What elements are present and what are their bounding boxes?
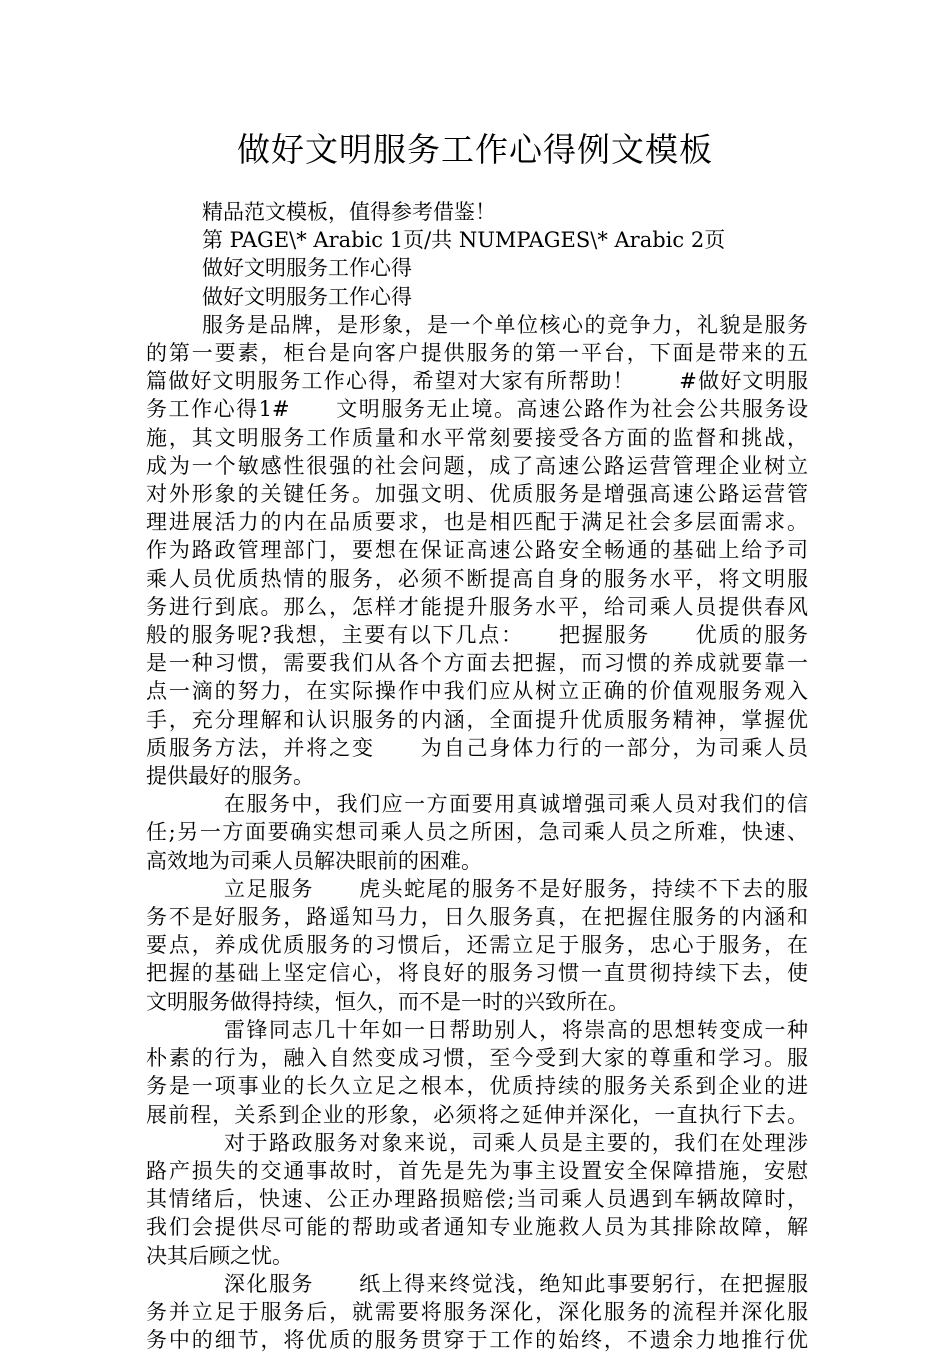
body-line: 对于路政服务对象来说，司乘人员是主要的，我们在处理涉 xyxy=(224,1130,808,1155)
body-line: 对外形象的关键任务。加强文明、优质服务是增强高速公路运营管 xyxy=(146,482,808,507)
body-line: 第 PAGE\* Arabic 1页/共 NUMPAGES\* Arabic 2页 xyxy=(202,228,726,253)
body-line: 精品范文模板，值得参考借鉴！ xyxy=(202,200,496,224)
body-line: 理进展活力的内在品质要求，也是相匹配于满足社会多层面需求。 xyxy=(146,510,808,535)
body-line: 手，充分理解和认识服务的内涵，全面提升优质服务精神，掌握优 xyxy=(146,707,808,732)
body-line: 的第一要素，柜台是向客户提供服务的第一平台，下面是带来的五 xyxy=(146,341,808,366)
body-line: 作为路政管理部门，要想在保证高速公路安全畅通的基础上给予司 xyxy=(146,538,808,563)
body-line: 展前程，关系到企业的形象，必须将之延伸并深化，一直执行下去。 xyxy=(146,1102,808,1127)
body-line: 是一种习惯，需要我们从各个方面去把握，而习惯的养成就要靠一 xyxy=(146,651,808,676)
body-line: 做好文明服务工作心得 xyxy=(202,284,412,309)
body-line: 质服务方法，并将之变 为自己身体力行的一部分，为司乘人员 xyxy=(146,735,808,760)
body-line: 路产损失的交通事故时，首先是先为事主设置安全保障措施，安慰 xyxy=(146,1158,808,1183)
body-line: 深化服务 纸上得来终觉浅，绝知此事要躬行，在把握服 xyxy=(224,1271,808,1296)
body-line: 服务是品牌，是形象，是一个单位核心的竞争力，礼貌是服务 xyxy=(202,312,808,337)
body-line: 般的服务呢?我想，主要有以下几点： 把握服务 优质的服务 xyxy=(146,623,808,648)
body-line: 务进行到底。那么，怎样才能提升服务水平，给司乘人员提供春风 xyxy=(146,594,808,619)
body-line: 务是一项事业的长久立足之根本，优质持续的服务关系到企业的进 xyxy=(146,1074,808,1099)
body-line: 高效地为司乘人员解决眼前的困难。 xyxy=(146,848,482,873)
body-line: 务不是好服务，路遥知马力，日久服务真，在把握住服务的内涵和 xyxy=(146,905,808,930)
body-line: 决其后顾之忧。 xyxy=(146,1243,293,1268)
body-line: 立足服务 虎头蛇尾的服务不是好服务，持续不下去的服 xyxy=(224,876,808,901)
body-line: 务并立足于服务后，就需要将服务深化，深化服务的流程并深化服 xyxy=(146,1299,808,1324)
body-line: 做好文明服务工作心得 xyxy=(202,256,412,281)
body-line: 成为一个敏感性很强的社会问题，成了高速公路运营管理企业树立 xyxy=(146,453,808,478)
body-line: 点一滴的努力，在实际操作中我们应从树立正确的价值观服务观入 xyxy=(146,679,808,704)
document-body xyxy=(146,198,808,1354)
body-line: 提供最好的服务。 xyxy=(146,764,314,789)
body-line: 施，其文明服务工作质量和水平常刻要接受各方面的监督和挑战， xyxy=(146,425,808,450)
body-line: 雷锋同志几十年如一日帮助别人，将崇高的思想转变成一种 xyxy=(224,1017,808,1042)
body-line: 朴素的行为，融入自然变成习惯，至今受到大家的尊重和学习。服 xyxy=(146,1046,808,1071)
body-line: 要点，养成优质服务的习惯后，还需立足于服务，忠心于服务，在 xyxy=(146,933,808,958)
body-line: 把握的基础上坚定信心，将良好的服务习惯一直贯彻持续下去，使 xyxy=(146,961,808,986)
body-line: 务中的细节，将优质的服务贯穿于工作的始终，不遗余力地推行优 xyxy=(146,1328,808,1353)
body-line: 我们会提供尽可能的帮助或者通知专业施救人员为其排除故障，解 xyxy=(146,1215,808,1240)
body-line: 文明服务做得持续，恒久，而不是一时的兴致所在。 xyxy=(146,989,629,1014)
body-line: 乘人员优质热情的服务，必须不断提高自身的服务水平，将文明服 xyxy=(146,566,808,591)
body-line: 任;另一方面要确实想司乘人员之所困，急司乘人员之所难，快速、 xyxy=(146,820,808,845)
body-line: 务工作心得1# 文明服务无止境。高速公路作为社会公共服务设 xyxy=(146,397,808,422)
body-line: 其情绪后，快速、公正办理路损赔偿;当司乘人员遇到车辆故障时， xyxy=(146,1187,808,1212)
document-title: 做好文明服务工作心得例文模板 xyxy=(237,130,713,169)
body-line: 在服务中，我们应一方面要用真诚增强司乘人员对我们的信 xyxy=(224,792,808,817)
body-line: 篇做好文明服务工作心得，希望对大家有所帮助！ #做好文明服 xyxy=(146,369,808,394)
